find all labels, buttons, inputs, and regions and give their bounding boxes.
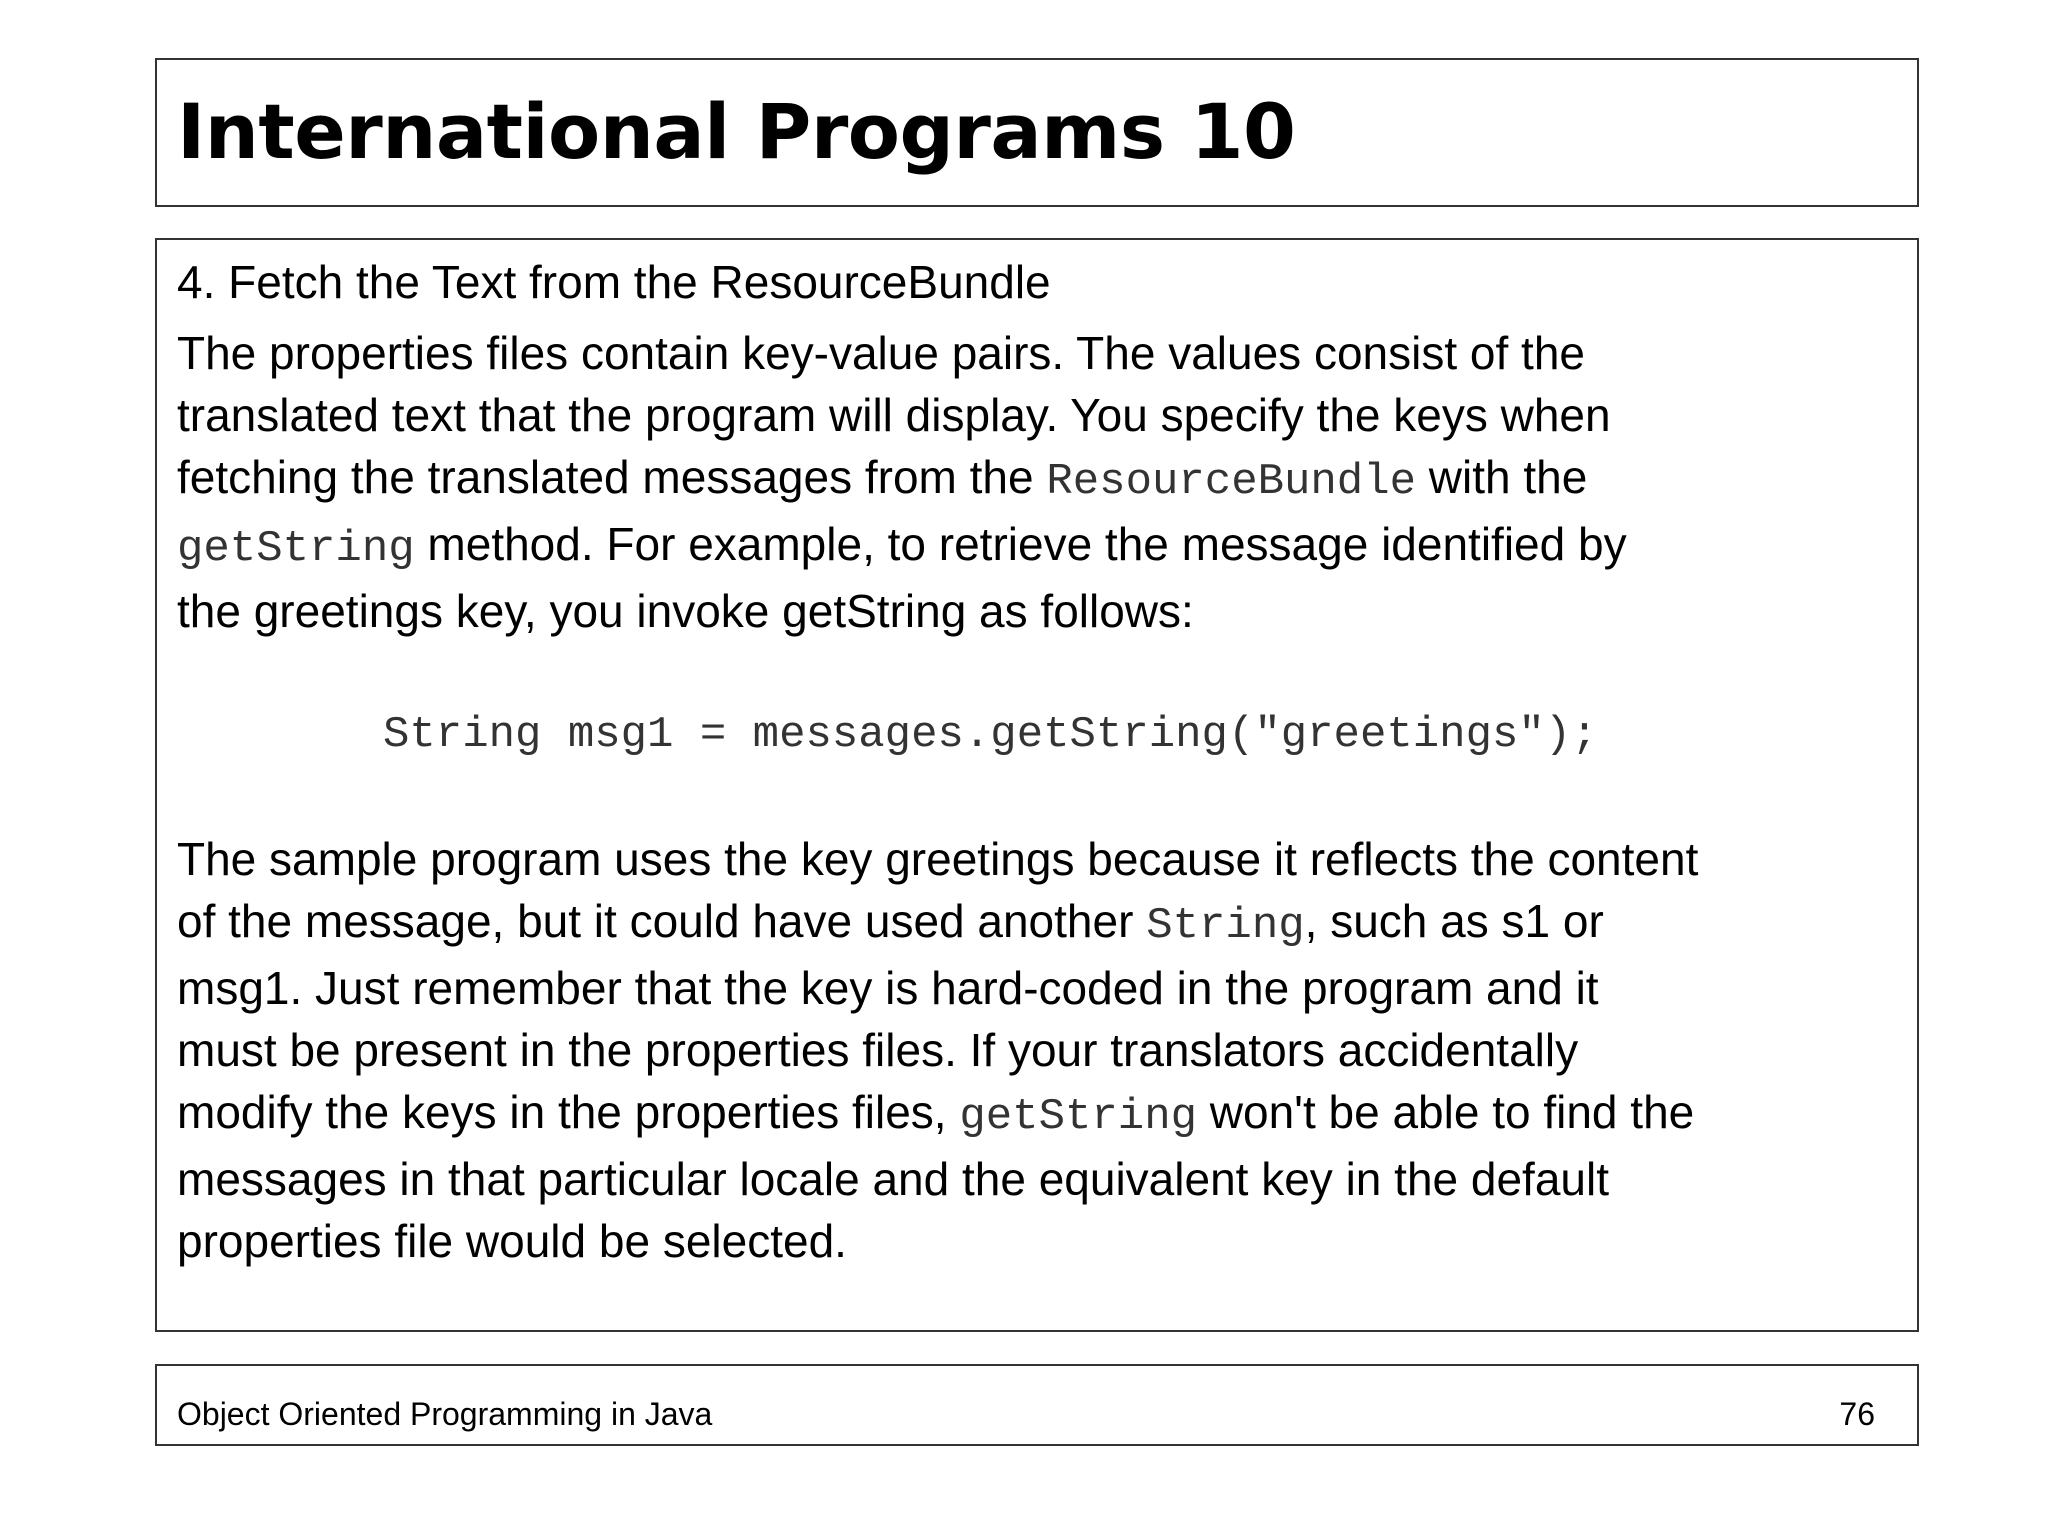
title-box	[155, 58, 1919, 207]
paragraph-2-text: won't be able to find the	[1197, 1086, 1695, 1138]
paragraph-1-text: method. For example, to retrieve the message identified by	[414, 518, 1627, 570]
paragraph-1-line	[177, 513, 1902, 580]
content-box	[155, 238, 1919, 1332]
paragraph-2-line	[177, 1081, 1902, 1148]
code-term-string: String	[1146, 901, 1305, 951]
paragraph-2-text: of the message, but it could have used another	[177, 895, 1147, 947]
paragraph-1-line	[177, 446, 1902, 513]
paragraph-1-text: fetching the translated messages from the	[177, 451, 1047, 503]
slide-title: International Programs 10	[177, 87, 1296, 176]
paragraph-1-line: The properties files contain key-value pairs. The values consist of the	[177, 327, 1585, 379]
paragraph-1-line: translated text that the program will display. You specify the keys when	[177, 389, 1611, 441]
paragraph-2-line: The sample program uses the key greetings because it reflects the content	[177, 833, 1699, 885]
paragraph-1	[177, 322, 1902, 642]
footer-course-title: Object Oriented Programming in Java	[177, 1396, 713, 1432]
paragraph-2-line: properties file would be selected.	[177, 1215, 847, 1267]
paragraph-2-line: must be present in the properties files. If your translators accidentally	[177, 1024, 1579, 1076]
section-heading: 4. Fetch the Text from the ResourceBundle	[177, 256, 1051, 308]
paragraph-2-text: , such as s1 or	[1304, 895, 1604, 947]
paragraph-1-text: with the	[1416, 451, 1588, 503]
paragraph-2-line: messages in that particular locale and the equivalent key in the default	[177, 1153, 1609, 1205]
paragraph-2	[177, 828, 1902, 1272]
footer-box	[155, 1364, 1919, 1446]
code-term-getstring: getString	[177, 524, 415, 574]
page-number: 76	[1839, 1396, 1875, 1432]
paragraph-1-line: the greetings key, you invoke getString as follows:	[177, 585, 1194, 637]
paragraph-2-text: modify the keys in the properties files,	[177, 1086, 960, 1138]
paragraph-2-line	[177, 890, 1902, 957]
paragraph-2-line: msg1. Just remember that the key is hard-coded in the program and it	[177, 962, 1599, 1014]
code-term-getstring: getString	[959, 1092, 1197, 1142]
code-term-resourcebundle: ResourceBundle	[1046, 457, 1417, 507]
code-example: String msg1 = messages.getString("greetings");	[383, 710, 1598, 760]
content-body	[177, 256, 1902, 1272]
